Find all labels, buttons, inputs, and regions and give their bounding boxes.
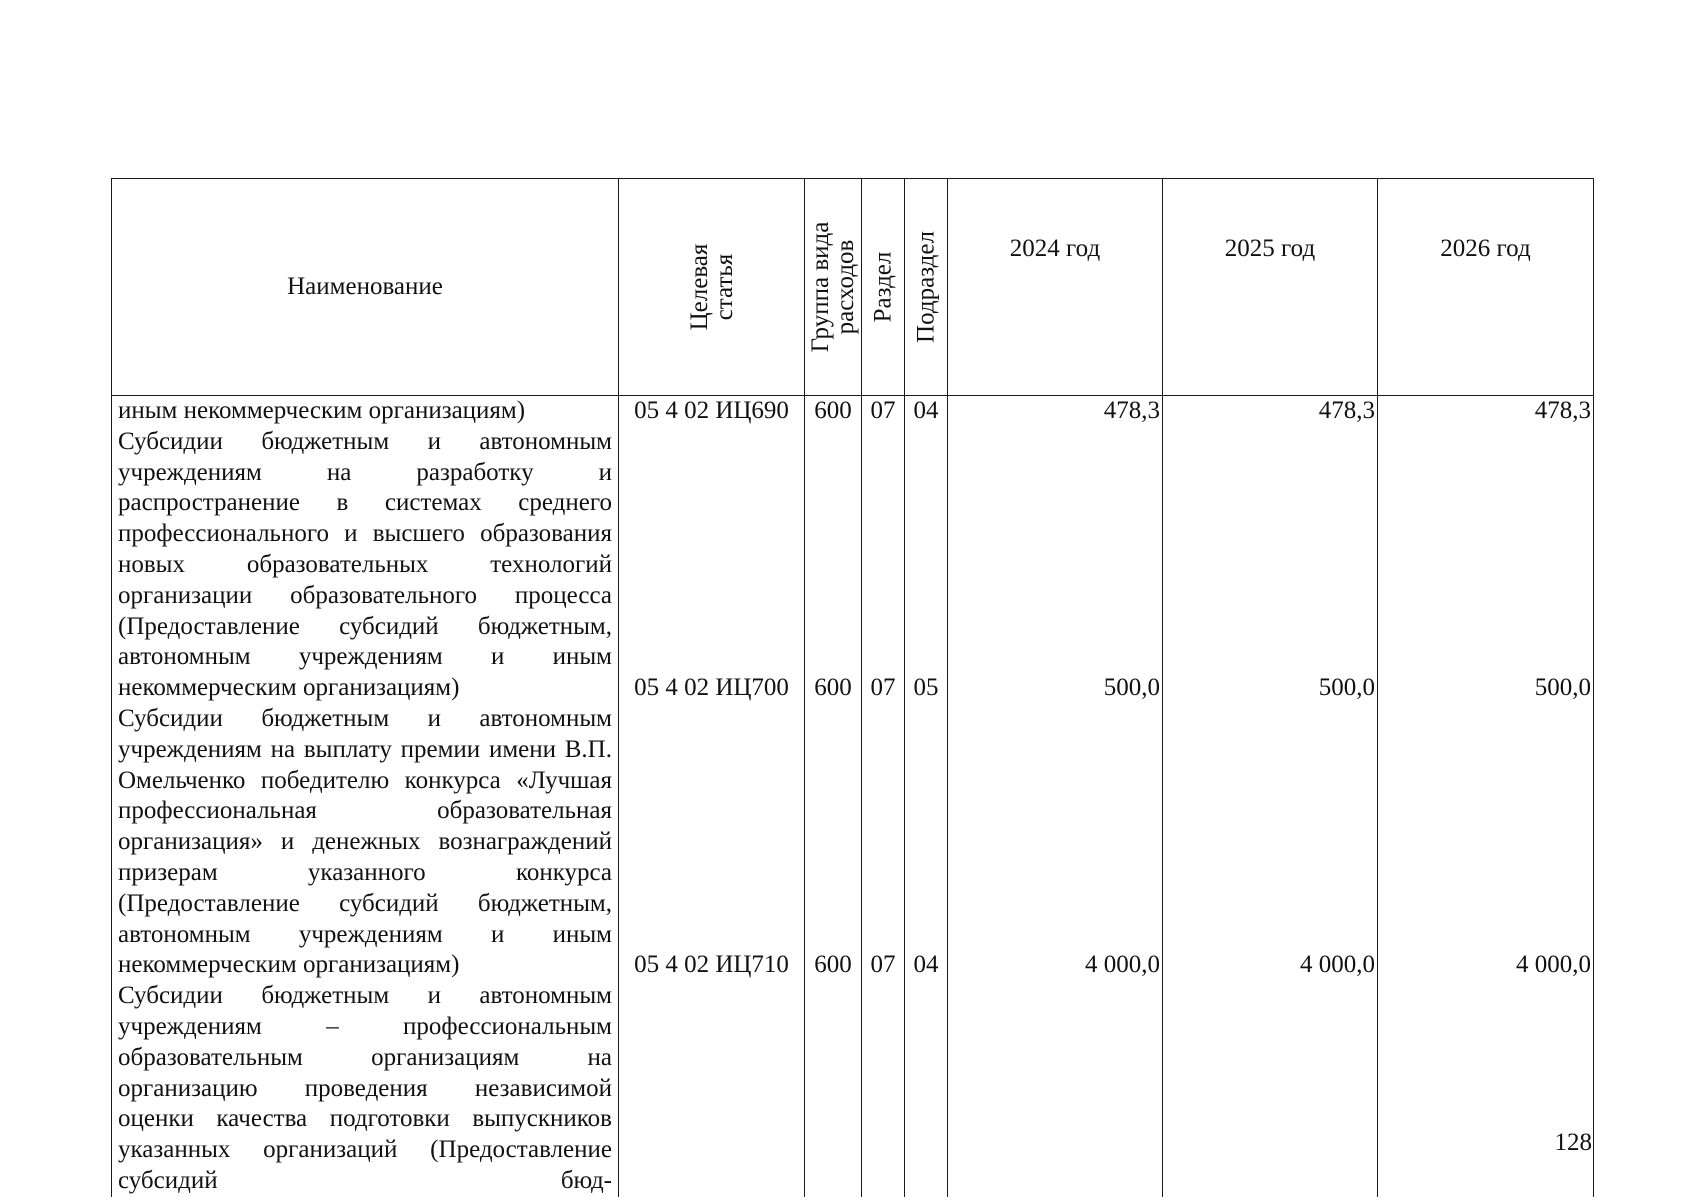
y2025-row-2: 500,0 — [1318, 674, 1375, 701]
header-year-2025: 2025 год — [1163, 179, 1378, 396]
section-column — [862, 396, 905, 1197]
group-row-3: 600 — [814, 951, 852, 978]
section-row-2: 07 — [870, 674, 896, 701]
subsection-row-3: 04 — [913, 951, 939, 978]
year-2025-column — [1163, 396, 1378, 1197]
page-number: 128 — [1554, 1129, 1592, 1156]
header-expense-group-line2: расходов — [832, 239, 859, 335]
header-name: Наименование — [112, 179, 619, 396]
section-row-3: 07 — [870, 951, 896, 978]
year-2024-column — [948, 396, 1163, 1197]
header-section — [862, 179, 905, 396]
budget-table — [111, 178, 1594, 1197]
header-target-article — [619, 179, 805, 396]
y2026-row-1: 478,3 — [1534, 397, 1591, 424]
y2024-row-2: 500,0 — [1103, 674, 1160, 701]
y2026-row-3: 4 000,0 — [1516, 951, 1591, 978]
header-year-2026: 2026 год — [1378, 179, 1594, 396]
y2026-row-2: 500,0 — [1534, 674, 1591, 701]
name-paragraph-1: иным некоммерческим организациям) — [118, 397, 526, 424]
y2024-row-3: 4 000,0 — [1085, 951, 1160, 978]
name-paragraph-2: Субсидии бюджетным и автономным учреждениям на разработку и распространение в системах среднего профессионального и высшего образования новых образовательных технологий организации образовательного процесса (Предоставление субсидий бюджетным, автономным учреждениям и иным некоммерческим организациям) — [118, 427, 612, 702]
table-row — [112, 396, 1594, 1197]
target-column — [619, 396, 805, 1197]
header-target-article-line2: статья — [710, 253, 738, 321]
group-row-2: 600 — [814, 674, 852, 701]
subsection-row-2: 05 — [913, 674, 939, 701]
year-2026-column — [1378, 396, 1594, 1197]
name-column — [112, 396, 619, 1197]
y2024-row-1: 478,3 — [1103, 397, 1160, 424]
y2025-row-1: 478,3 — [1318, 397, 1375, 424]
section-row-1: 07 — [870, 397, 896, 424]
subsection-row-1: 04 — [913, 397, 939, 424]
group-column — [805, 396, 862, 1197]
target-row-2: 05 4 02 ИЦ700 — [634, 674, 789, 701]
group-row-1: 600 — [814, 397, 852, 424]
name-paragraph-4: Субсидии бюджетным и автономным учреждениям – профессиональным образовательным организациям на организацию проведения независимой оценки качества подготовки выпускников указанных организаций (Предоставление субсидий бюд- — [118, 982, 612, 1194]
target-row-1: 05 4 02 ИЦ690 — [634, 397, 789, 424]
header-year-2024: 2024 год — [948, 179, 1163, 396]
table-header-row — [112, 179, 1594, 396]
header-target-article-line1: Целевая — [685, 243, 713, 331]
header-subsection-label: Подраздел — [912, 231, 940, 343]
subsection-column — [905, 396, 948, 1197]
target-row-3: 05 4 02 ИЦ710 — [634, 951, 789, 978]
y2025-row-3: 4 000,0 — [1300, 951, 1375, 978]
header-expense-group-line1: Группа вида — [807, 221, 834, 353]
header-section-label: Раздел — [869, 251, 897, 323]
header-expense-group — [805, 179, 862, 396]
name-paragraph-3: Субсидии бюджетным и автономным учреждениям на выплату премии имени В.П. Омельченко победителю конкурса «Лучшая профессиональная образовательная организация» и денежных вознаграждений призерам указанного конкурса (Предоставление субсидий бюджетным, автономным учреждениям и иным некоммерческим организациям) — [118, 704, 612, 979]
header-subsection — [905, 179, 948, 396]
